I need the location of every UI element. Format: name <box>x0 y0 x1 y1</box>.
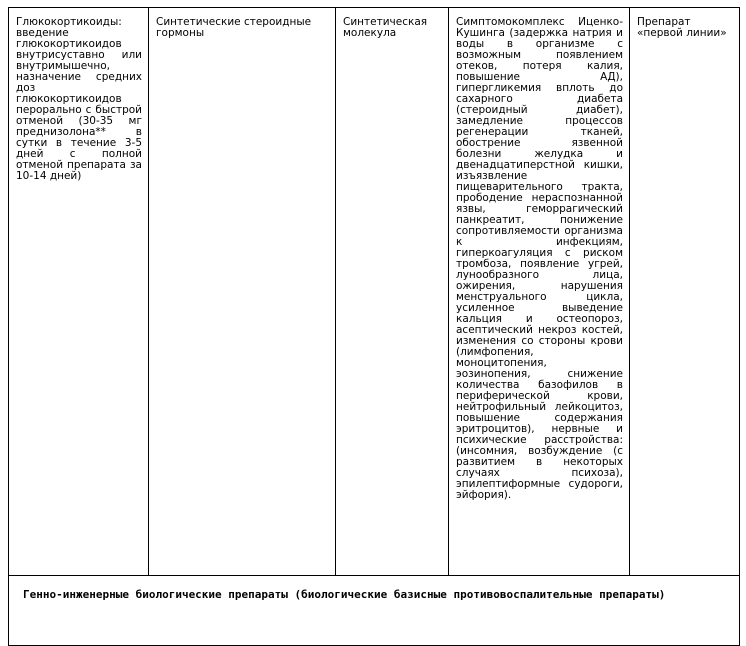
method-text: Глюкокортикоиды: введение глюкокортикоидов внутрисуставно или внутримышечно, назначение средних доз глюкокортикоидов перорально с быстрой отменой (30-35 мг преднизолона** в сутки в течение 3-5 дней с полной отменой препарата за 10-14 дней) <box>16 16 142 182</box>
section-header-row <box>9 576 740 646</box>
table-row <box>9 8 740 576</box>
method-cell <box>9 8 149 576</box>
adverse-effects-text: Симптомокомплекс Иценко-Кушинга (задержка натрия и воды в организме с возможным появлением отеков, потеря калия, повышение АД), гипергликемия вплоть до сахарного диабета (стероидный диабет), замедление процессов регенерации тканей, обострение язвенной болезни желудка и двенадцатиперстной кишки, изъязвление пищеварительного тракта, прободение нераспознанной язвы, геморрагический панкреатит, понижение сопротивляемости организма к инфекциям, гиперкоагуляция с риском тромбоза, появление угрей, лунообразного лица, ожирения, нарушения менструального цикла, усиленное выведение кальция и остеопороз, асептический некроз костей, изменения со стороны крови (лимфопения, моноцитопения, эозинопения, снижение количества базофилов в периферической крови, нейтрофильный лейкоцитоз, повышение содержания эритроцитов), нервные и психические расстройства: (инсомния, возбуждение (с развитием в некоторых случаях психоза), эпилептиформные судороги, эйфория). <box>456 16 623 501</box>
line-text: Препарат «первой линии» <box>637 16 727 39</box>
section-header-text: Генно-инженерные биологические препараты (биологические базисные противовоспалительные препараты) <box>23 588 666 601</box>
group-text: Синтетические стероидные гормоны <box>156 16 312 39</box>
type-cell <box>336 8 449 576</box>
group-cell <box>149 8 336 576</box>
adverse-effects-cell <box>449 8 630 576</box>
drug-table <box>8 7 740 646</box>
type-text: Синтетическая молекула <box>343 16 428 39</box>
section-header-cell <box>9 576 740 646</box>
line-cell <box>630 8 740 576</box>
